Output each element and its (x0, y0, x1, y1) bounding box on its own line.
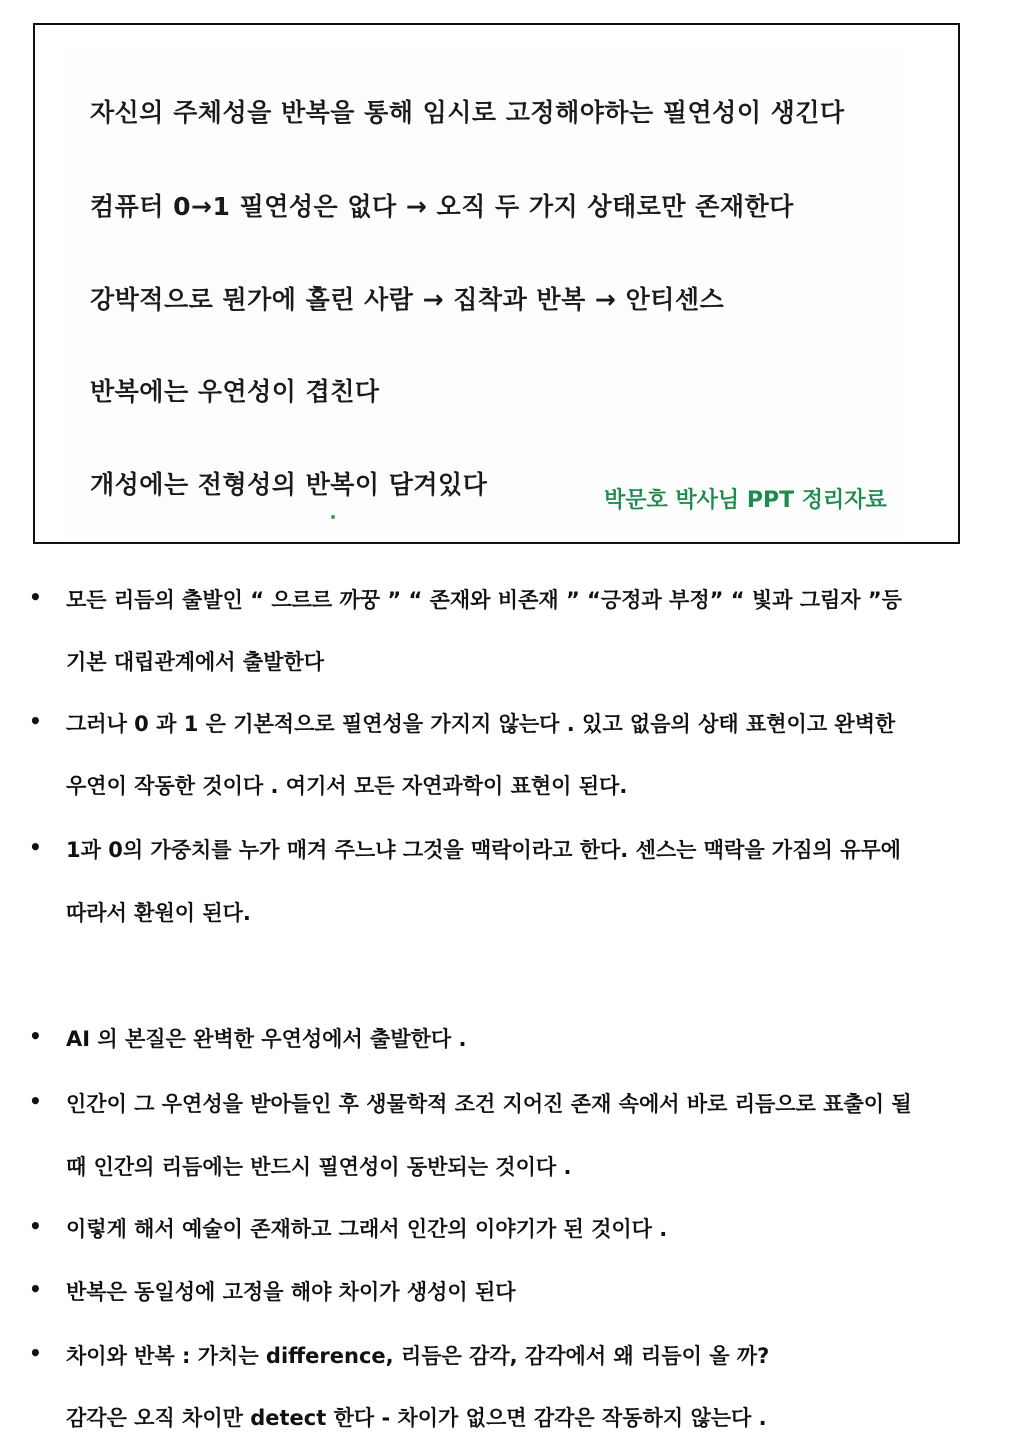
bullet-icon: • (29, 835, 42, 859)
bullet-icon: • (29, 709, 42, 733)
slide-line-1: 자신의 주체성을 반복을 통해 임시로 고정해야하는 필연성이 생긴다 (90, 98, 845, 127)
note-line: 감각은 오직 차이만 detect 한다 - 차이가 없으면 감각은 작동하지 않는다 . (66, 1406, 767, 1430)
note-line: 우연이 작동한 것이다 . 여기서 모든 자연과학이 표현이 된다. (66, 774, 628, 798)
bullet-icon: • (29, 1277, 42, 1301)
slide-line-3: 강박적으로 뭔가에 홀린 사람 → 집착과 반복 → 안티센스 (90, 285, 725, 314)
bullet-icon: • (29, 1089, 42, 1113)
note-line: 따라서 환원이 된다. (66, 901, 251, 925)
slide-line-4: 반복에는 우연성이 겹친다 (90, 377, 380, 406)
decorative-dot (331, 515, 335, 519)
note-line: AI 의 본질은 완벽한 우연성에서 출발한다 . (66, 1027, 467, 1051)
note-line: 기본 대립관계에서 출발한다 (66, 650, 325, 674)
note-line: 인간이 그 우연성을 받아들인 후 생물학적 조건 지어진 존재 속에서 바로 리듬으로 표출이 될 (66, 1092, 912, 1116)
bullet-icon: • (29, 1341, 42, 1365)
bullet-icon: • (29, 585, 42, 609)
note-line: 때 인간의 리듬에는 반드시 필연성이 동반되는 것이다 . (66, 1155, 572, 1179)
bullet-icon: • (29, 1214, 42, 1238)
note-line: 1과 0의 가중치를 누가 매겨 주느냐 그것을 맥락이라고 한다. 센스는 맥락을 가짐의 유무에 (66, 838, 901, 862)
note-line: 그러나 0 과 1 은 기본적으로 필연성을 가지지 않는다 . 있고 없음의 상태 표현이고 완벽한 (66, 712, 896, 736)
note-line: 반복은 동일성에 고정을 해야 차이가 생성이 된다 (66, 1280, 516, 1304)
slide-line-5: 개성에는 전형성의 반복이 담겨있다 (90, 470, 488, 499)
slide-line-2: 컴퓨터 0→1 필연성은 없다 → 오직 두 가지 상태로만 존재한다 (90, 192, 794, 221)
slide-credit: 박문호 박사님 PPT 정리자료 (604, 488, 887, 513)
note-line: 차이와 반복 : 가치는 difference, 리듬은 감각, 감각에서 왜 리듬이 올 까? (66, 1344, 770, 1368)
bullet-icon: • (29, 1024, 42, 1048)
note-line: 이렇게 해서 예술이 존재하고 그래서 인간의 이야기가 된 것이다 . (66, 1217, 668, 1241)
note-line: 모든 리듬의 출발인 “ 으르르 까꿍 ” “ 존재와 비존재 ” “긍정과 부정” “ 빛과 그림자 ”등 (66, 588, 902, 612)
